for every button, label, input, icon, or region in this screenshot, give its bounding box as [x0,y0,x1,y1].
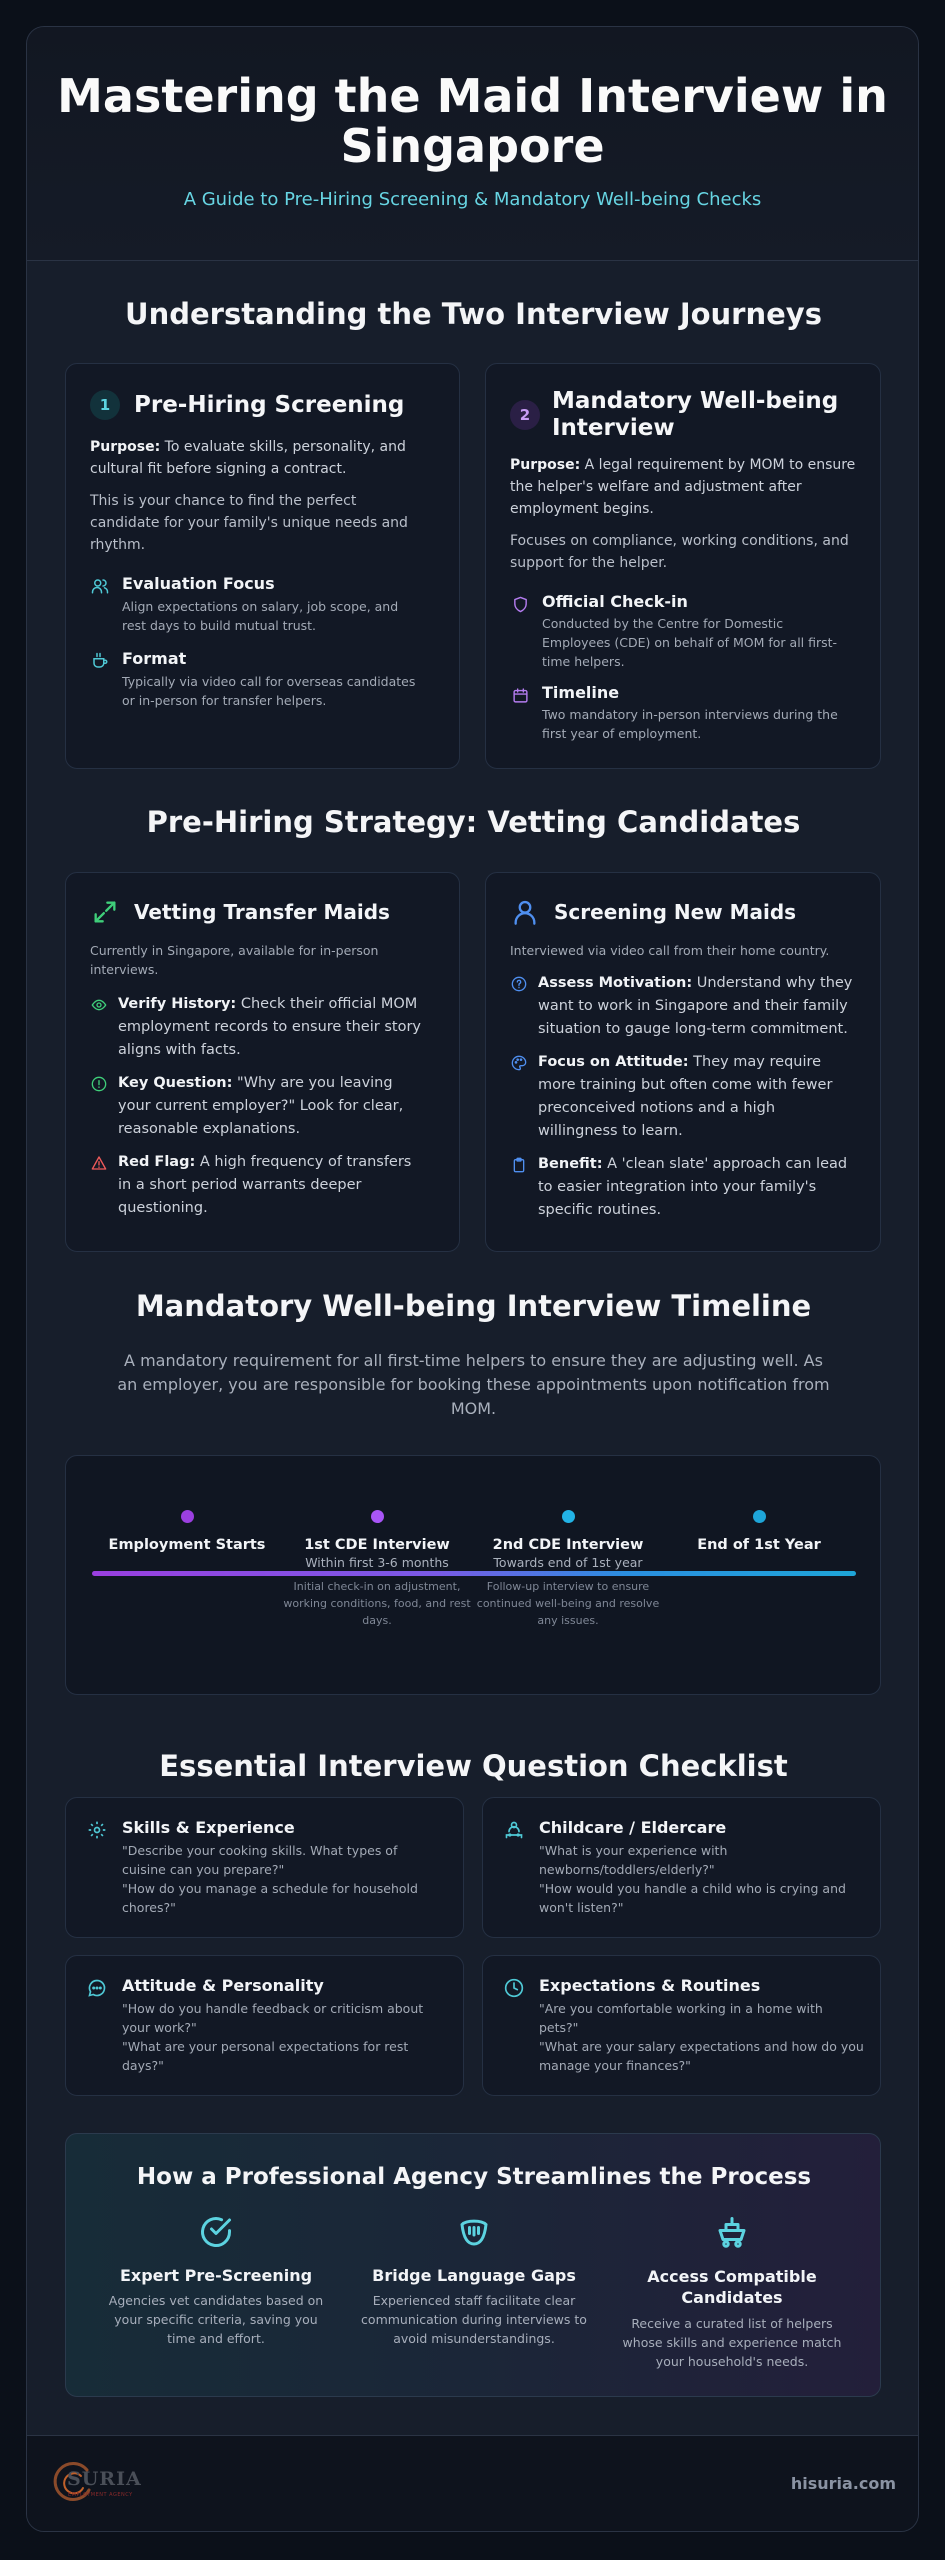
checklist-question: "How do you handle feedback or criticism about your work?" [122,2001,424,2035]
well-being-title-line1: Mandatory Well-being [552,388,839,414]
new-item-attitude [510,1051,856,1143]
infographic-frame [26,26,919,2532]
format-text: Typically via video call for overseas candidates or in-person for transfer helpers. [122,674,416,708]
transfer-verify-text [118,993,428,1062]
page-title [27,71,918,171]
checklist-item-title: Childcare / Eldercare [539,1818,727,1837]
key-question-label: Key Question: [118,1075,233,1091]
suria-logo[interactable] [51,2456,161,2516]
checklist-question: "How do you manage a schedule for household chores?" [122,1881,418,1915]
checklist-card-attitude [65,1955,464,2096]
footer [27,2435,919,2532]
purpose-text: To evaluate skills, personality, and cultural fit before signing a contract. [90,439,406,477]
checklist-question: "What is your experience with newborns/toddlers/elderly?" [539,1843,728,1877]
benefit-text: A 'clean slate' approach can lead to easier integration into your family's specific routines. [538,1156,848,1218]
translate-mask-icon [454,2212,494,2252]
timeline-label: 2nd CDE Interview [492,1537,644,1553]
timeline-desc: Follow-up interview to ensure continued well-being and resolve any issues. [476,1580,660,1627]
well-item-timeline [510,683,856,743]
pre-item-evaluation [90,574,435,635]
transfer-item-verify [90,993,435,1062]
timeline-point-end-year [664,1510,854,1553]
timeline-dot [753,1510,766,1523]
official-checkin-text: Conducted by the Centre for Domestic Employees (CDE) on behalf of MOM for all first-time helpers. [542,616,838,669]
hero-header [27,27,918,261]
agency-item-compatible [607,2212,857,2371]
transfer-maids-card [65,872,460,1252]
question-circle-icon [510,975,528,993]
check-circle-icon [196,2212,236,2252]
checklist-item-title: Attitude & Personality [122,1976,324,1995]
well-being-desc: Focuses on compliance, working conditions, and support for the helper. [510,533,849,571]
pre-hiring-card [65,363,460,769]
motivation-label: Assess Motivation: [538,975,693,991]
chat-bubble-icon [86,1977,108,1999]
expand-arrows-icon [90,897,120,927]
checklist-title: Essential Interview Question Checklist [159,1749,788,1783]
attitude-text: They may require more training but often come with fewer preconceived notions and a high willingness to learn. [538,1054,833,1139]
timeline-point-1st-cde [282,1510,472,1629]
new-motivation-text [538,972,853,1041]
pre-hiring-purpose [90,436,430,480]
timeline-sub: Within first 3-6 months [305,1555,449,1570]
site-link[interactable]: hisuria.com [790,2474,896,2493]
new-attitude-text [538,1051,853,1143]
transfer-item-question [90,1072,435,1141]
coffee-icon [90,651,110,671]
users-icon [90,576,110,596]
checklist-card-childcare [482,1797,881,1938]
new-item-motivation [510,972,856,1041]
verify-text: Check their official MOM employment records to ensure their story aligns with facts. [118,996,421,1058]
well-being-title [552,388,838,442]
logo-text: SURIA [67,2468,142,2490]
number-badge-1: 1 [90,390,120,420]
agency-item-language [349,2212,599,2348]
agency-panel [65,2133,881,2397]
transfer-maids-desc: Currently in Singapore, available for in-person interviews. [90,943,379,977]
warning-triangle-icon [90,1154,108,1172]
purpose-text: A legal requirement by MOM to ensure the helper's welfare and adjustment after employment begins. [510,457,856,517]
well-item-checkin [510,592,856,671]
evaluation-focus-text: Align expectations on salary, job scope, and rest days to build mutual trust. [122,599,399,633]
page-subtitle: A Guide to Pre-Hiring Screening & Mandatory Well-being Checks [183,189,762,210]
family-icon [503,1819,525,1841]
checklist-item-title: Expectations & Routines [539,1976,761,1995]
agency-item-text: Receive a curated list of helpers whose skills and experience match your household's needs. [622,2316,842,2369]
evaluation-focus-title: Evaluation Focus [122,574,275,593]
new-maids-card [485,872,881,1252]
page-title-line1: Mastering the Maid Interview in [57,69,888,123]
agency-item-title: Access Compatible Candidates [647,2267,817,2307]
checklist-question: "Describe your cooking skills. What types of cuisine can you prepare?" [122,1843,398,1877]
agency-item-title: Expert Pre-Screening [119,2266,313,2285]
checklist-question: "How would you handle a child who is crying and won't listen?" [539,1881,846,1915]
checklist-question: "What are your personal expectations for rest days?" [122,2039,409,2073]
timeline-item-text: Two mandatory in-person interviews during the first year of employment. [542,707,838,741]
calendar-icon [510,685,530,705]
transfer-redflag-text [118,1151,428,1220]
checklist-card-expectations [482,1955,881,2096]
well-being-card [485,363,881,769]
logo-tagline: EMPLOYMENT AGENCY [68,2492,133,2498]
pre-hiring-title: Pre-Hiring Screening [134,392,405,418]
clock-icon [503,1977,525,1999]
new-item-benefit [510,1153,856,1222]
page-title-line2: Singapore [340,119,605,173]
number-badge-2: 2 [510,400,540,430]
alert-circle-icon [90,1075,108,1093]
new-maids-desc: Interviewed via video call from their home country. [510,943,830,958]
purpose-label: Purpose: [90,439,161,455]
timeline-label: End of 1st Year [697,1537,821,1553]
timeline-item-title: Timeline [542,683,620,702]
checklist-item-title: Skills & Experience [122,1818,295,1837]
timeline-point-2nd-cde [472,1510,664,1629]
motivation-text: Understand why they want to work in Singapore and their family situation to gauge long-term commitment. [538,975,853,1037]
new-benefit-text [538,1153,853,1222]
timeline-desc: Initial check-in on adjustment, working conditions, food, and rest days. [283,1580,471,1627]
pre-hiring-desc: This is your chance to find the perfect candidate for your family's unique needs and rhythm. [90,493,408,553]
timeline-title: Mandatory Well-being Interview Timeline [135,1289,812,1323]
agency-title: How a Professional Agency Streamlines the Process [136,2164,812,2190]
timeline-sub: Towards end of 1st year [493,1555,643,1570]
timeline-dot [562,1510,575,1523]
palette-icon [510,1054,528,1072]
clipboard-icon [510,1156,528,1174]
verify-label: Verify History: [118,996,237,1012]
shield-icon [510,594,530,614]
journeys-title: Understanding the Two Interview Journeys [125,297,822,331]
transfer-maids-title: Vetting Transfer Maids [134,900,390,924]
user-icon [510,897,540,927]
official-checkin-title: Official Check-in [542,592,688,611]
timeline-intro: A mandatory requirement for all first-time helpers to ensure they are adjusting well. As an employer, you are responsible for booking these appointments upon notification from MOM. [117,1351,830,1418]
pre-item-format [90,649,435,710]
cart-icon [712,2212,752,2252]
checklist-card-skills [65,1797,464,1938]
purpose-label: Purpose: [510,457,581,473]
red-flag-label: Red Flag: [118,1154,196,1170]
strategy-title: Pre-Hiring Strategy: Vetting Candidates [146,805,801,839]
transfer-question-text [118,1072,428,1141]
benefit-label: Benefit: [538,1156,603,1172]
agency-item-text: Experienced staff facilitate clear communication during interviews to avoid misunderstandings. [361,2293,587,2346]
timeline-label: Employment Starts [108,1537,266,1553]
timeline-card [65,1455,881,1695]
key-question-text: "Why are you leaving your current employer?" Look for clear, reasonable explanations. [118,1075,404,1137]
agency-item-text: Agencies vet candidates based on your specific criteria, saving you time and effort. [108,2293,324,2346]
agency-item-prescreening [91,2212,341,2348]
timeline-dot [181,1510,194,1523]
well-being-title-line2: Interview [552,415,675,441]
attitude-label: Focus on Attitude: [538,1054,689,1070]
timeline-label: 1st CDE Interview [304,1537,450,1553]
timeline-point-employment-starts [92,1510,282,1553]
well-being-purpose [510,454,860,520]
checklist-question: "Are you comfortable working in a home with pets?" [539,2001,823,2035]
eye-check-icon [90,996,108,1014]
red-flag-text: A high frequency of transfers in a short period warrants deeper questioning. [118,1154,412,1216]
agency-item-title: Bridge Language Gaps [372,2266,576,2285]
timeline-dot [371,1510,384,1523]
transfer-item-redflag [90,1151,435,1220]
gear-icon [86,1819,108,1841]
checklist-question: "What are your salary expectations and how do you manage your finances?" [539,2039,864,2073]
new-maids-title: Screening New Maids [554,900,797,924]
format-title: Format [122,649,187,668]
